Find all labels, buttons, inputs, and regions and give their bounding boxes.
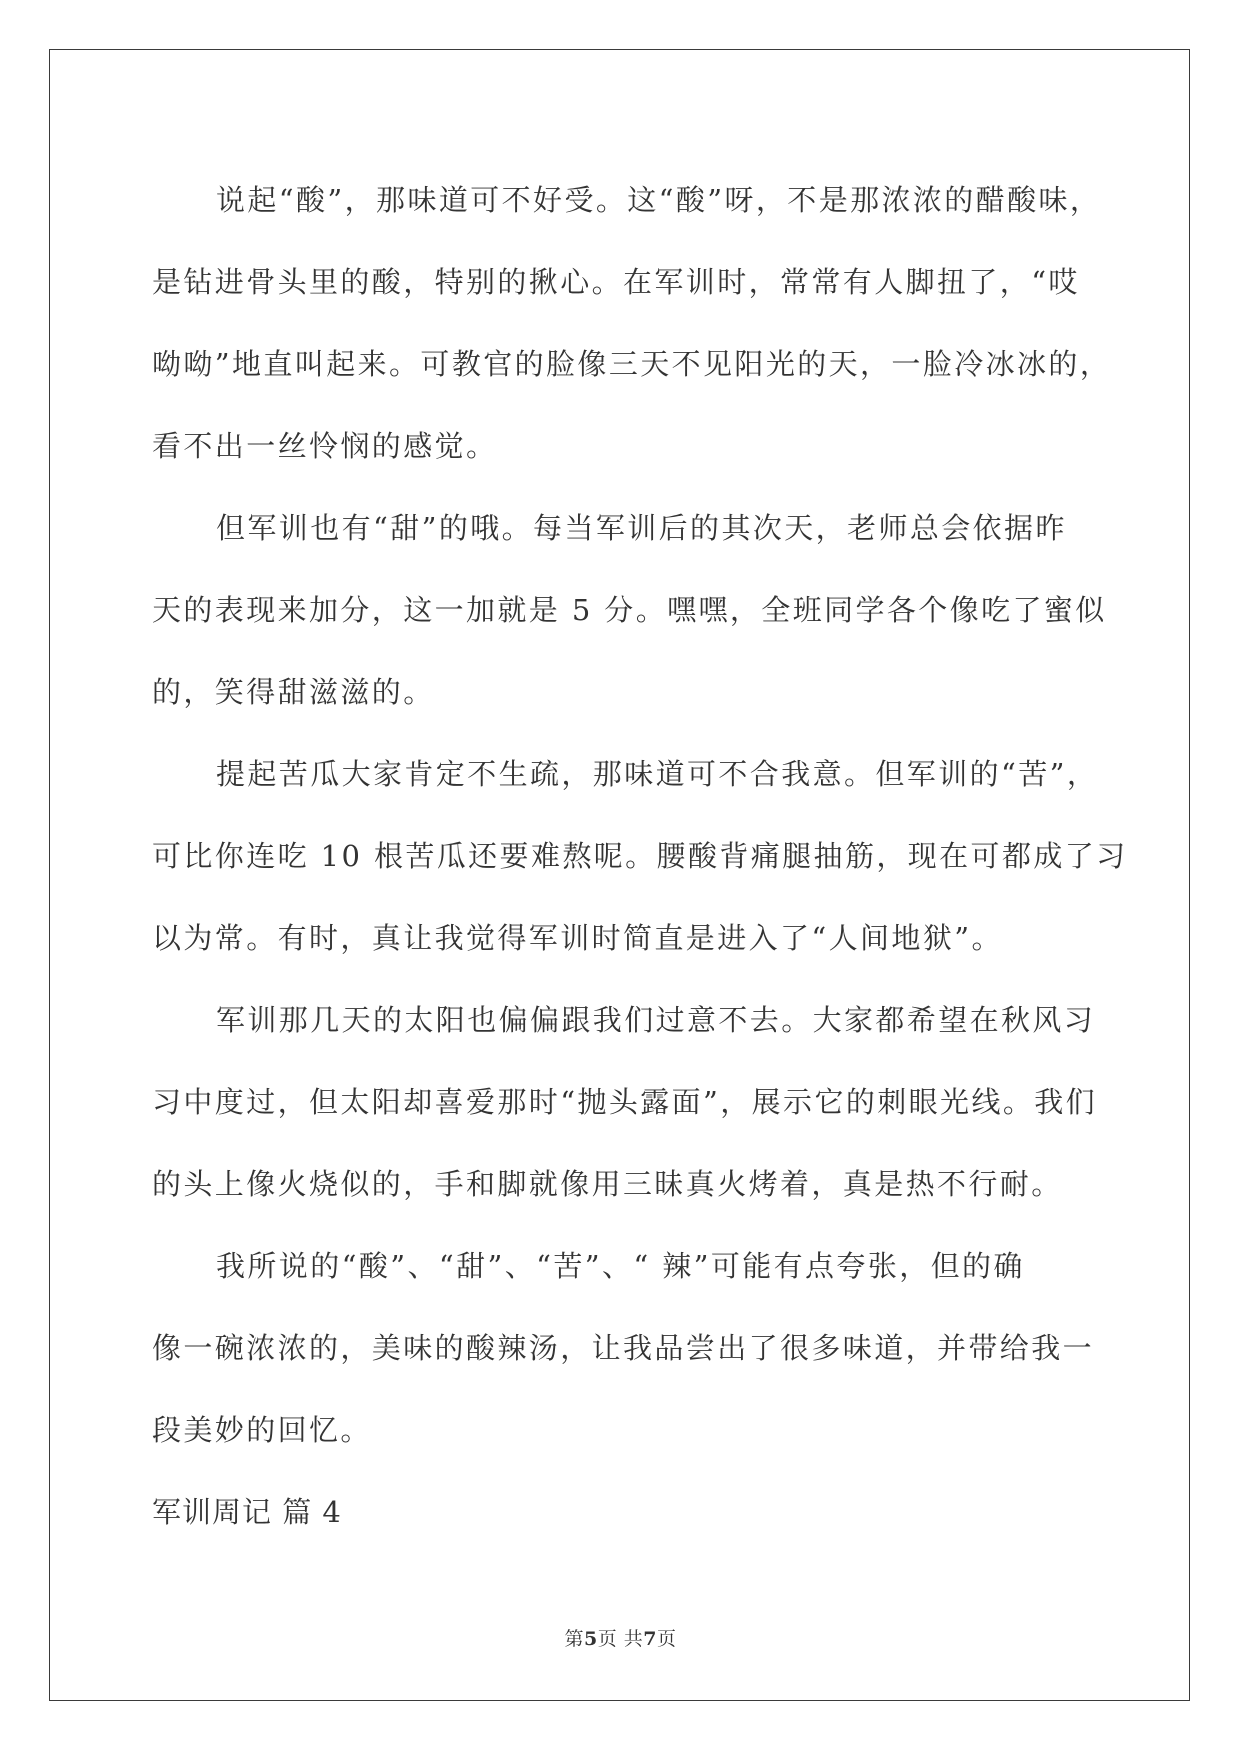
text-line: 的，笑得甜滋滋的。	[152, 675, 435, 709]
footer-mid: 页 共	[597, 1628, 644, 1650]
text-line: 的头上像火烧似的，手和脚就像用三昧真火烤着，真是热不行耐。	[152, 1167, 1063, 1201]
footer-suffix: 页	[657, 1628, 677, 1650]
total-page-number: 7	[643, 1628, 657, 1650]
document-body	[152, 159, 1128, 1553]
text-line: 军训那几天的太阳也偏偏跟我们过意不去。大家都希望在秋风习	[216, 1003, 1096, 1037]
text-line: 但军训也有“甜”的哦。每当军训后的其次天，老师总会依据昨	[216, 511, 1067, 545]
section-heading: 军训周记 篇 4	[152, 1495, 342, 1529]
text-line: 我所说的“酸”、“甜”、“苦”、“ 辣”可能有点夸张，但的确	[216, 1249, 1025, 1283]
text-line: 以为常。有时，真让我觉得军训时简直是进入了“人间地狱”。	[152, 921, 1003, 955]
text-line: 像一碗浓浓的，美味的酸辣汤，让我品尝出了很多味道，并带给我一	[152, 1331, 1095, 1365]
footer-prefix: 第	[564, 1628, 584, 1650]
text-line: 可比你连吃 10 根苦瓜还要难熬呢。腰酸背痛腿抽筋，现在可都成了习	[152, 839, 1128, 873]
text-line: 看不出一丝怜悯的感觉。	[152, 429, 498, 463]
text-line: 习中度过，但太阳却喜爱那时“抛头露面”，展示它的刺眼光线。我们	[152, 1085, 1098, 1119]
text-line: 说起“酸”，那味道可不好受。这“酸”呀，不是那浓浓的醋酸味，	[216, 183, 1102, 217]
text-line: 呦呦”地直叫起来。可教官的脸像三天不见阳光的天，一脸冷冰冰的，	[152, 347, 1112, 381]
text-line: 天的表现来加分，这一加就是 5 分。嘿嘿，全班同学各个像吃了蜜似	[152, 593, 1107, 627]
current-page-number: 5	[583, 1628, 598, 1650]
text-line: 段美妙的回忆。	[152, 1413, 372, 1447]
page-footer	[0, 1624, 1241, 1651]
text-line: 提起苦瓜大家肯定不生疏，那味道可不合我意。但军训的“苦”，	[216, 757, 1099, 791]
text-line: 是钻进骨头里的酸，特别的揪心。在军训时，常常有人脚扭了，“哎	[152, 265, 1080, 299]
